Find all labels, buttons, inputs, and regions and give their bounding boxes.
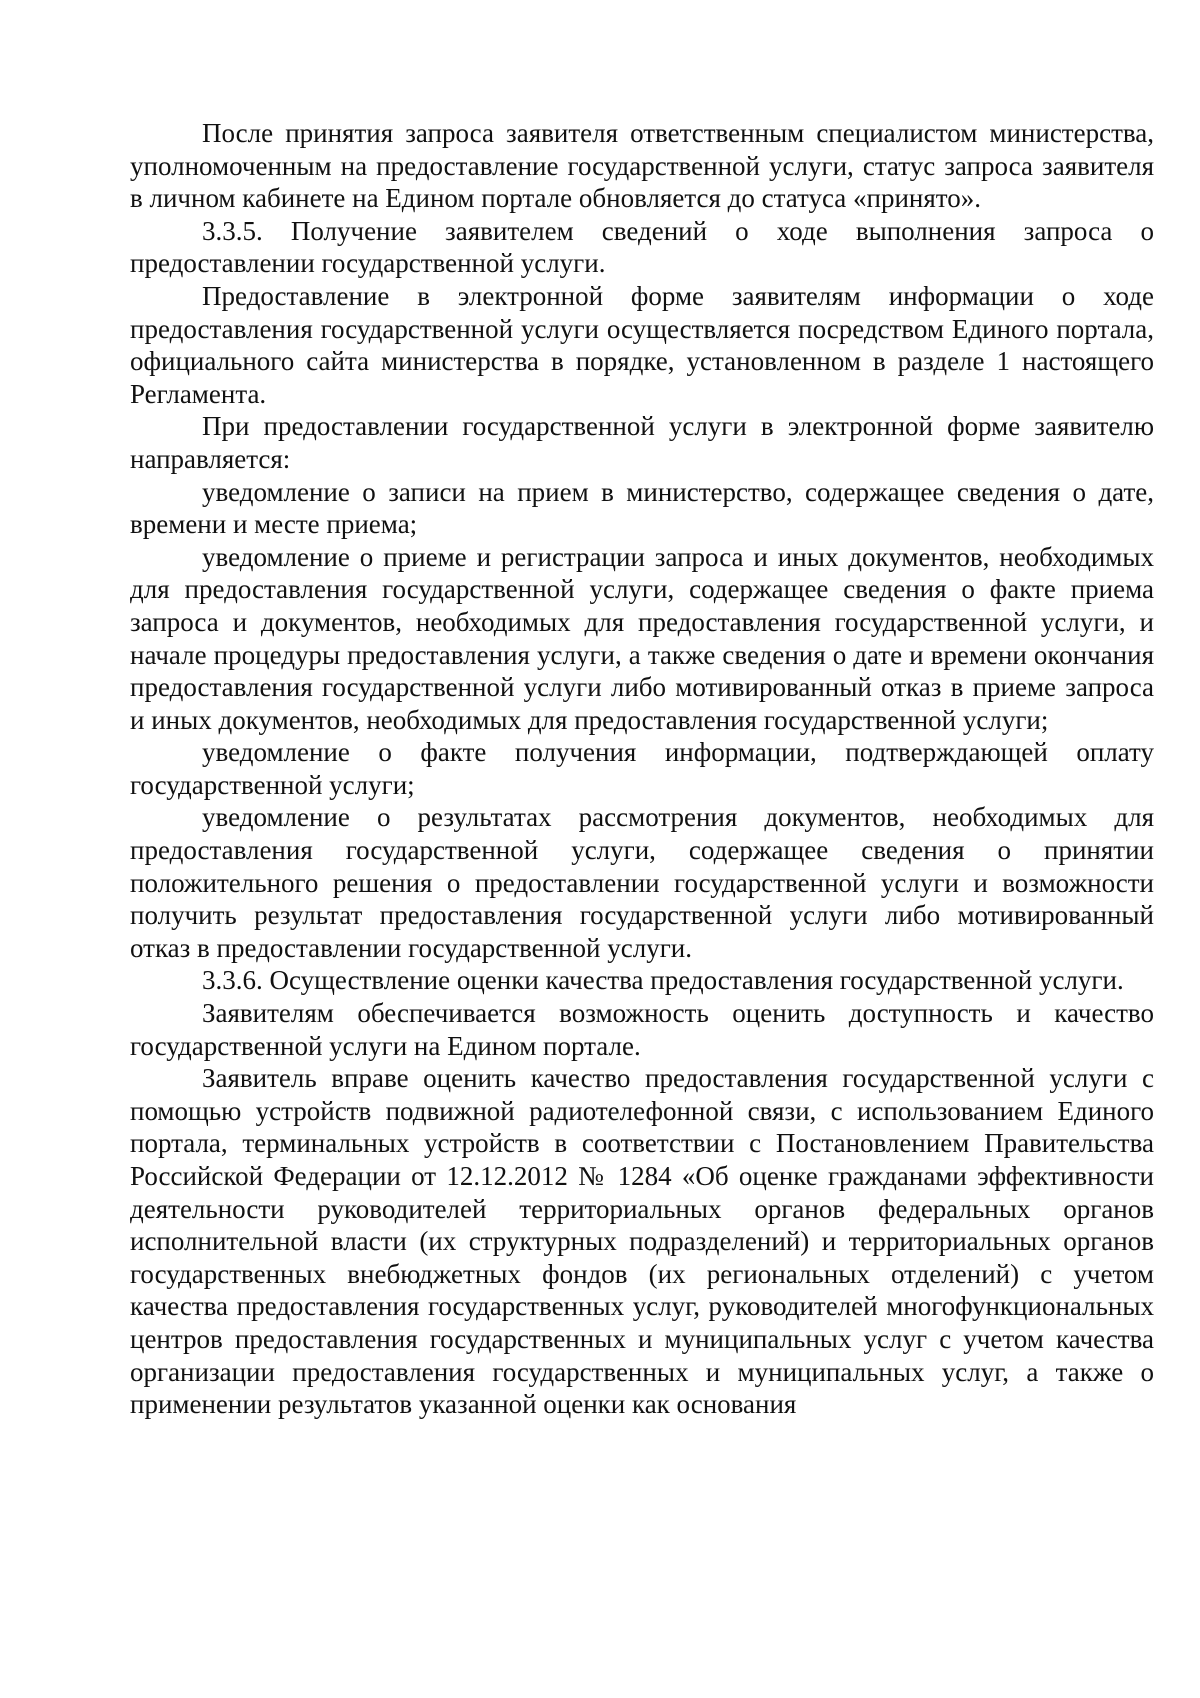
paragraph-quality-assessment: Заявителям обеспечивается возможность оценить доступность и качество государственной услуги на Едином портале. [130, 998, 1154, 1061]
paragraph-notification-results: уведомление о результатах рассмотрения документов, необходимых для предоставления государственной услуги, содержащее сведения о принятии положительного решения о предоставлении государственной услуги и возможности получить результат предоставления государственной услуги либо мотивированный отказ в предоставлении государственной услуги. [130, 802, 1154, 963]
paragraph-electronic-info: Предоставление в электронной форме заявителям информации о ходе предоставления государственной услуги осуществляется посредством Единого портала, официального сайта министерства в порядке, установленном в разделе 1 настоящего Регламента. [130, 280, 1154, 409]
paragraph-notification-registration: уведомление о приеме и регистрации запроса и иных документов, необходимых для предоставления государственной услуги, содержащее сведения о факте приема запроса и документов, необходимых для предоставления государственной услуги, и начале процедуры предоставления услуги, а также сведения о дате и времени окончания предоставления государственной услуги либо мотивированный отказ в приеме запроса и иных документов, необходимых для предоставления государственной услуги; [130, 541, 1154, 735]
paragraph-assessment-methods: Заявитель вправе оценить качество предоставления государственной услуги с помощью устройств подвижной радиотелефонной связи, с использованием Единого портала, терминальных устройств в соответствии с Постановлением Правительства Российской Федерации от 12.12.2012 № 1284 «Об оценке гражданами эффективности деятельности руководителей территориальных органов федеральных органов исполнительной власти (их структурных подразделений) и территориальных органов государственных внебюджетных фондов (их региональных отделений) с учетом качества предоставления государственных услуг, руководителей многофункциональных центров предоставления государственных и муниципальных услуг с учетом качества организации предоставления государственных и муниципальных услуг, а также о применении результатов указанной оценки как основания [130, 1063, 1154, 1420]
paragraph-notification-payment: уведомление о факте получения информации, подтверждающей оплату государственной услуги; [130, 737, 1154, 800]
paragraph-notifications-intro: При предоставлении государственной услуги в электронной форме заявителю направляется: [130, 411, 1154, 474]
paragraph-notification-appointment: уведомление о записи на прием в министерство, содержащее сведения о дате, времени и месте приема; [130, 476, 1154, 540]
section-heading-3-3-6: 3.3.6. Осуществление оценки качества предоставления государственной услуги. [202, 965, 1124, 996]
document-body [130, 117, 1154, 1421]
paragraph-status-accepted: После принятия запроса заявителя ответственным специалистом министерства, уполномоченным на предоставление государственной услуги, статус запроса заявителя в личном кабинете на Едином портале обновляется до статуса «принято». [130, 118, 1154, 214]
section-heading-3-3-5: 3.3.5. Получение заявителем сведений о ходе выполнения запроса о предоставлении государственной услуги. [130, 215, 1154, 279]
